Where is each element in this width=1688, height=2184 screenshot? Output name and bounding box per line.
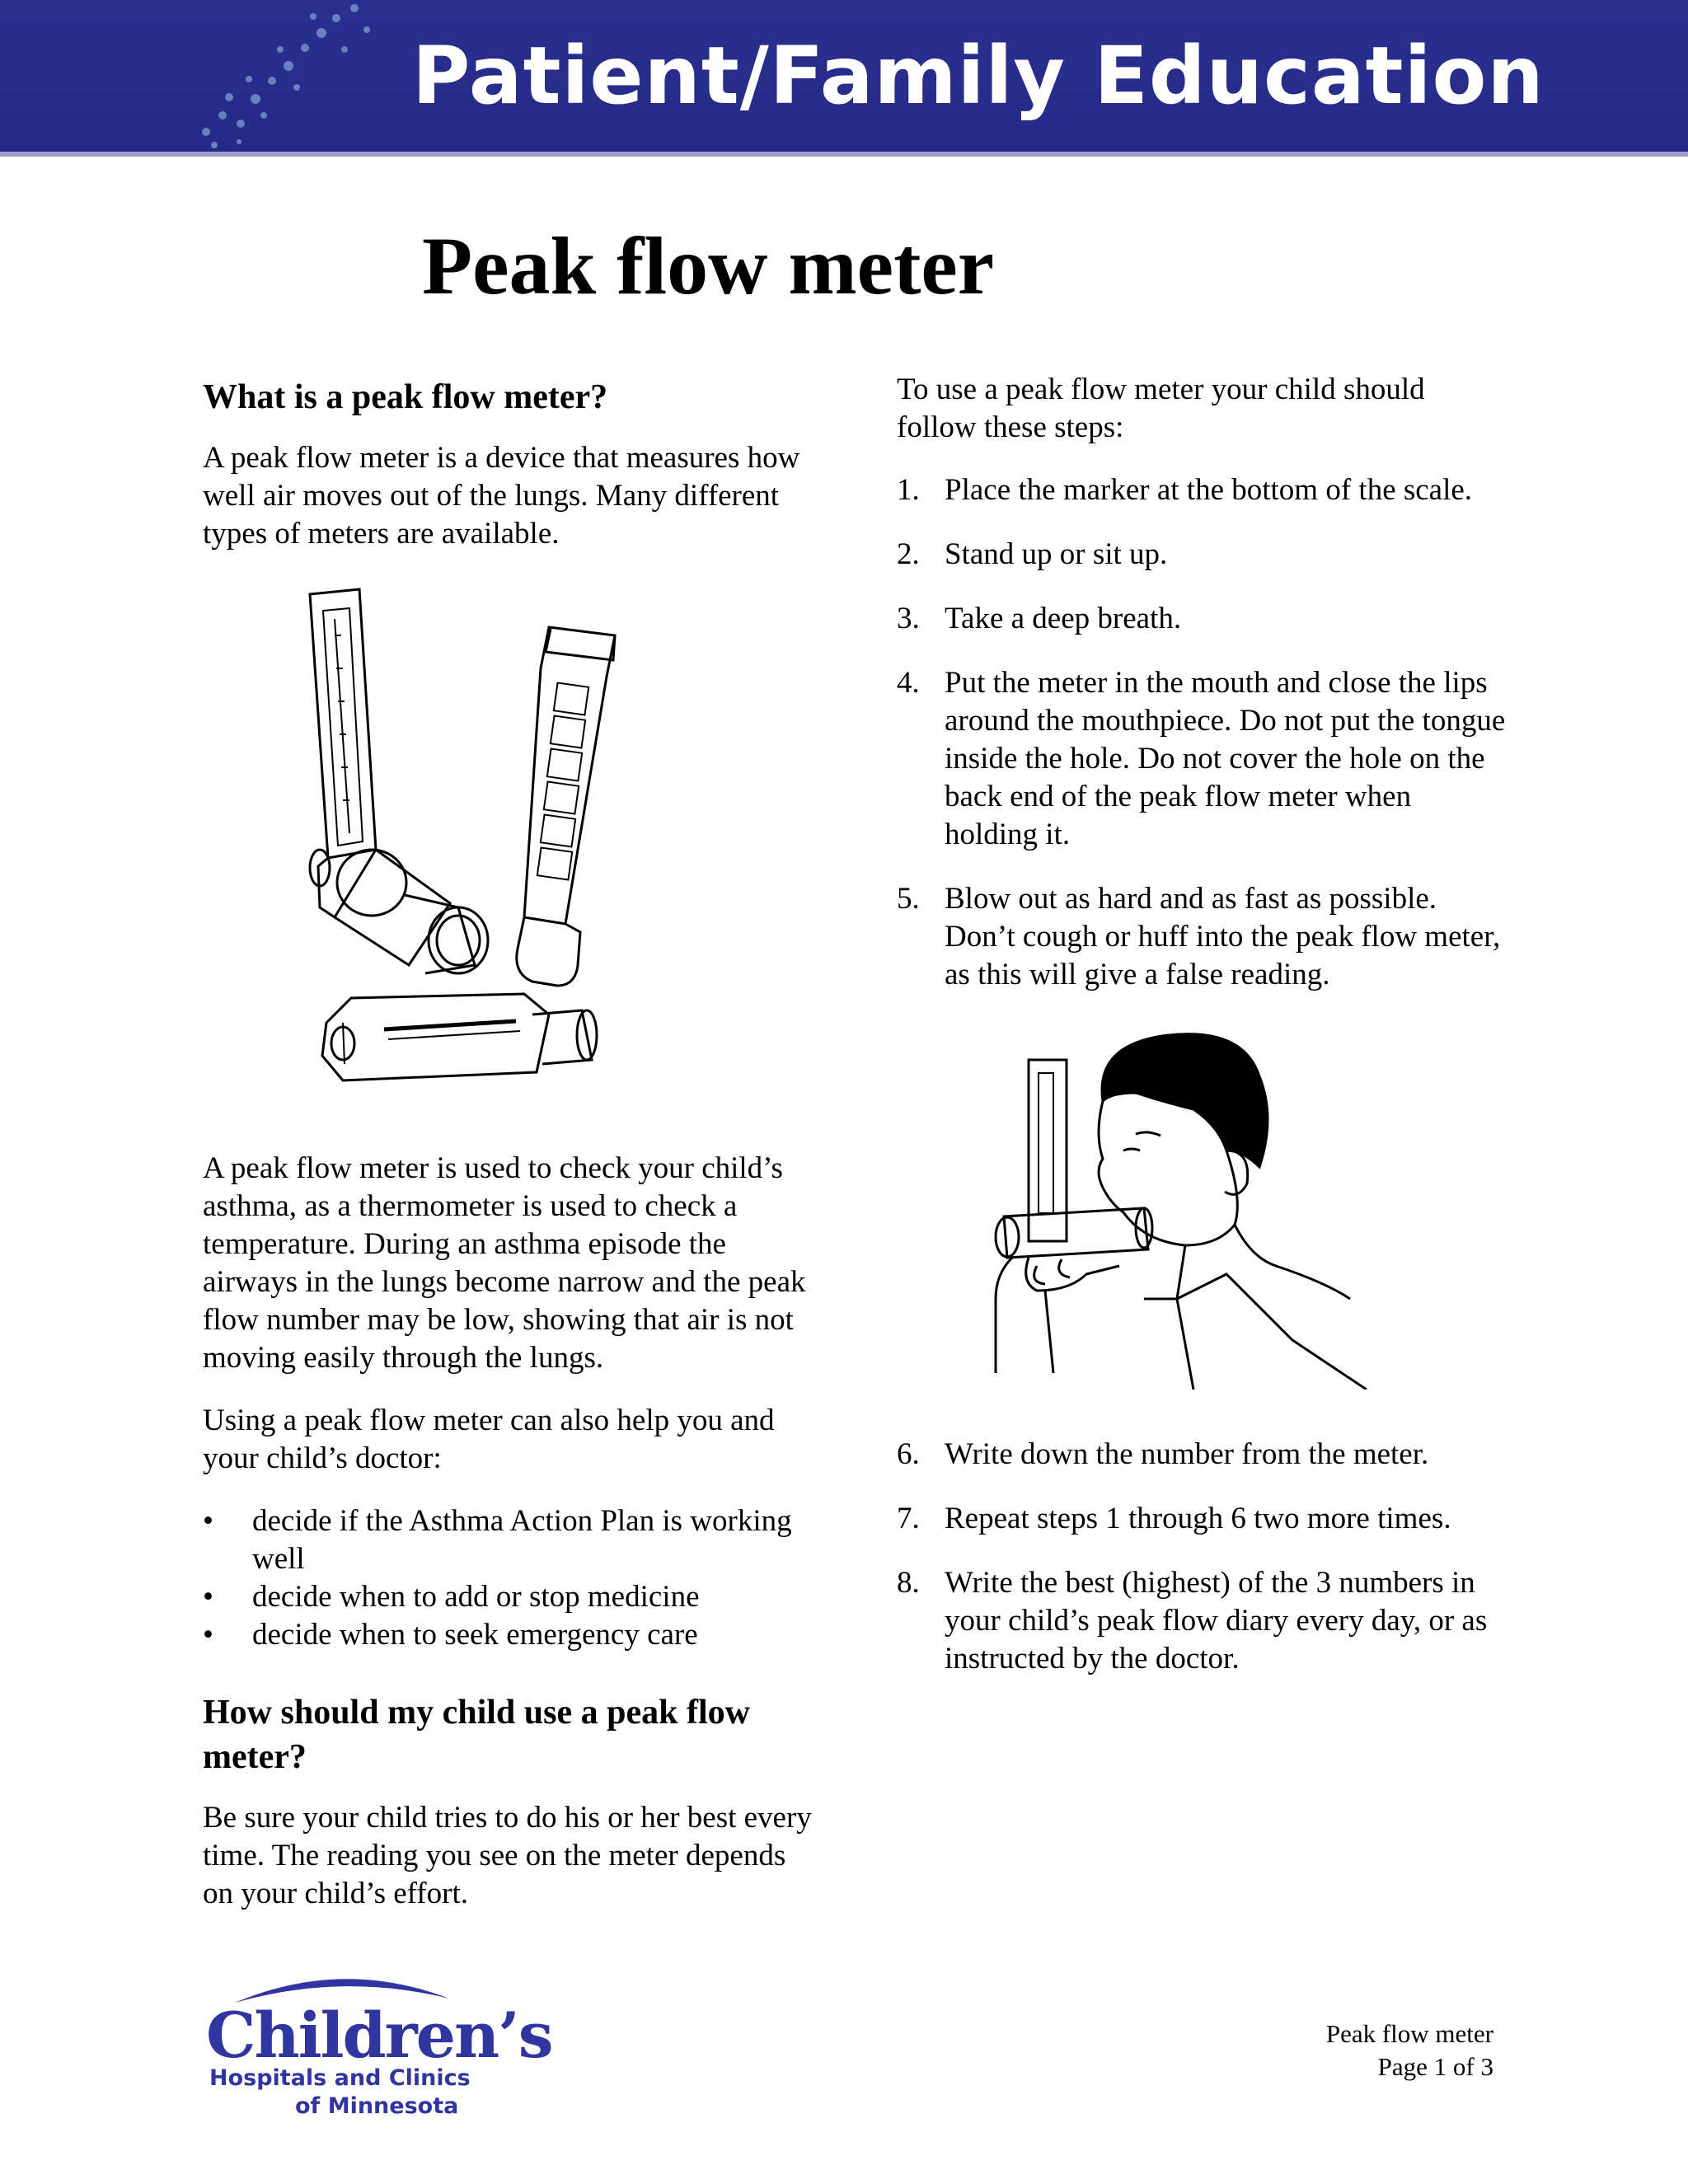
paragraph-effort: Be sure your child tries to do his or her best every time. The reading you see on the meter depends on your child’s effort.: [203, 1801, 812, 1910]
step-number: 6.: [897, 1437, 920, 1471]
footer-doc-name: Peak flow meter: [1325, 2019, 1493, 2048]
page-title: Peak flow meter: [422, 220, 995, 312]
paragraph-asthma-check: A peak flow meter is used to check your child’s asthma, as a thermometer is used to check a temperature. During an asthma episode the airways in the lungs become narrow and the peak flow number may be low, showing that air is not moving easily through the lungs.: [203, 1151, 806, 1375]
step-number: 2.: [897, 537, 920, 571]
step-text: Blow out as hard and as fast as possible. Don’t cough or huff into the peak flow meter, as this will give a false reading.: [945, 882, 1501, 991]
list-item: • decide when to seek emergency care: [203, 1616, 813, 1654]
logo-name: Children’s: [206, 1999, 552, 2072]
step-number: 7.: [897, 1502, 920, 1535]
step-text: Take a deep breath.: [945, 602, 1182, 635]
header-banner: [0, 0, 1688, 157]
steps-list-part-a: [897, 471, 1507, 994]
step-text: Repeat steps 1 through 6 two more times.: [945, 1502, 1451, 1535]
list-item: [897, 880, 1507, 994]
step-number: 8.: [897, 1566, 920, 1600]
childrens-logo: [206, 1966, 552, 2130]
steps-list-part-b: [897, 1436, 1507, 1678]
step-number: 1.: [897, 473, 920, 507]
paragraph-doctor-help: Using a peak flow meter can also help you and your child’s doctor:: [203, 1404, 775, 1475]
banner-title: Patient/Family Education: [412, 30, 1545, 122]
paragraph-definition: A peak flow meter is a device that measures how well air moves out of the lungs. Many different types of meters are available.: [203, 441, 800, 551]
page-footer: [1326, 2018, 1493, 2083]
step-text: Write down the number from the meter.: [945, 1437, 1429, 1471]
list-item: [897, 1500, 1507, 1538]
list-item: • decide if the Asthma Action Plan is working well: [203, 1502, 813, 1578]
list-item: [897, 664, 1507, 854]
list-item: [897, 1564, 1507, 1678]
list-item: [897, 471, 1507, 509]
step-text: Write the best (highest) of the 3 numbers in your child’s peak flow diary every day, or as instructed by the doctor.: [945, 1566, 1488, 1675]
logo-line-2: of Minnesota: [295, 2093, 459, 2119]
page-number: Page 1 of 3: [1377, 2052, 1493, 2081]
list-item: [897, 1436, 1507, 1474]
child-using-peak-flow-meter-illustration-icon: [979, 1027, 1375, 1390]
step-text: Put the meter in the mouth and close the lips around the mouthpiece. Do not put the tongue inside the hole. Do not cover the hole on the back end of the peak flow meter when holding it.: [945, 666, 1506, 851]
list-item: [897, 600, 1507, 638]
bullet-list: [203, 1502, 813, 1654]
step-number: 4.: [897, 666, 920, 700]
right-column: [897, 371, 1507, 1704]
section-heading-how-to-use: How should my child use a peak flow meter?: [203, 1694, 750, 1776]
step-number: 5.: [897, 882, 920, 916]
step-number: 3.: [897, 602, 920, 635]
list-item: • decide when to add or stop medicine: [203, 1578, 813, 1616]
logo-line-1: Hospitals and Clinics: [209, 2065, 471, 2091]
peak-flow-meters-illustration-icon: [252, 578, 714, 1105]
steps-intro: To use a peak flow meter your child should follow these steps:: [897, 373, 1425, 444]
step-text: Place the marker at the bottom of the scale.: [945, 473, 1473, 507]
step-text: Stand up or sit up.: [945, 537, 1168, 571]
list-item: [897, 536, 1507, 574]
left-column: [203, 375, 813, 1938]
section-heading-what-is: What is a peak flow meter?: [203, 378, 608, 416]
logo-subtitle: [209, 2064, 471, 2121]
